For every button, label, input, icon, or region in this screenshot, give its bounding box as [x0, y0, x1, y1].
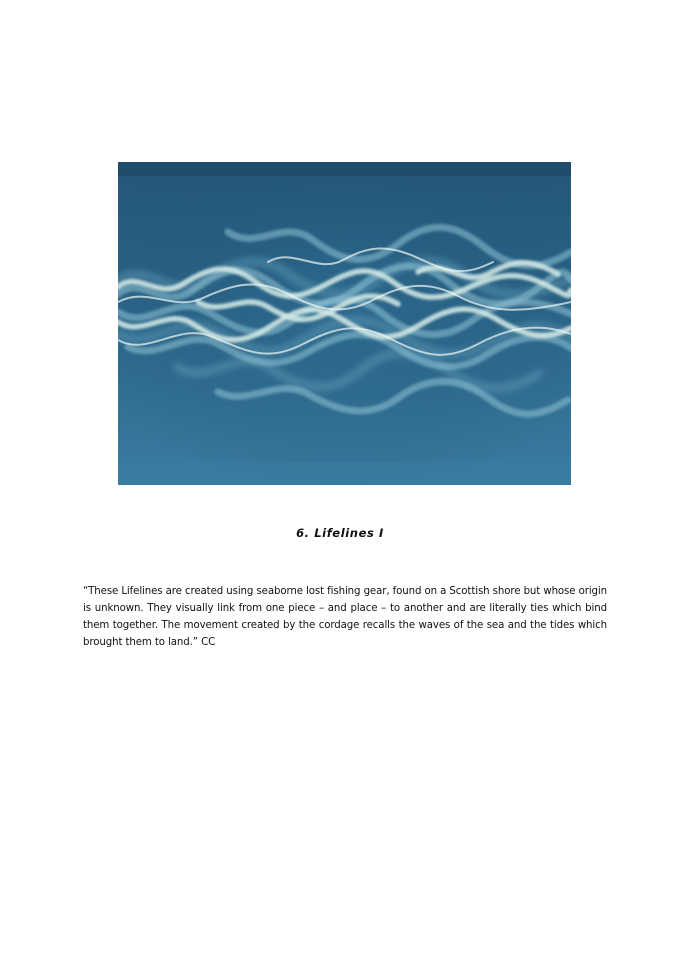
artwork-image [118, 162, 571, 485]
figure-caption: 6. Lifelines I [296, 526, 384, 540]
artist-quote: “These Lifelines are created using seaborne lost fishing gear, found on a Scottish shore but whose origin is unknown. They visually link from one piece – and place – to another and are literally ties which bind them together. The movement created by the cordage recalls the waves of the sea and the tides which brought them to land.” CC [83, 586, 607, 648]
cyanotype-artwork [118, 162, 571, 485]
